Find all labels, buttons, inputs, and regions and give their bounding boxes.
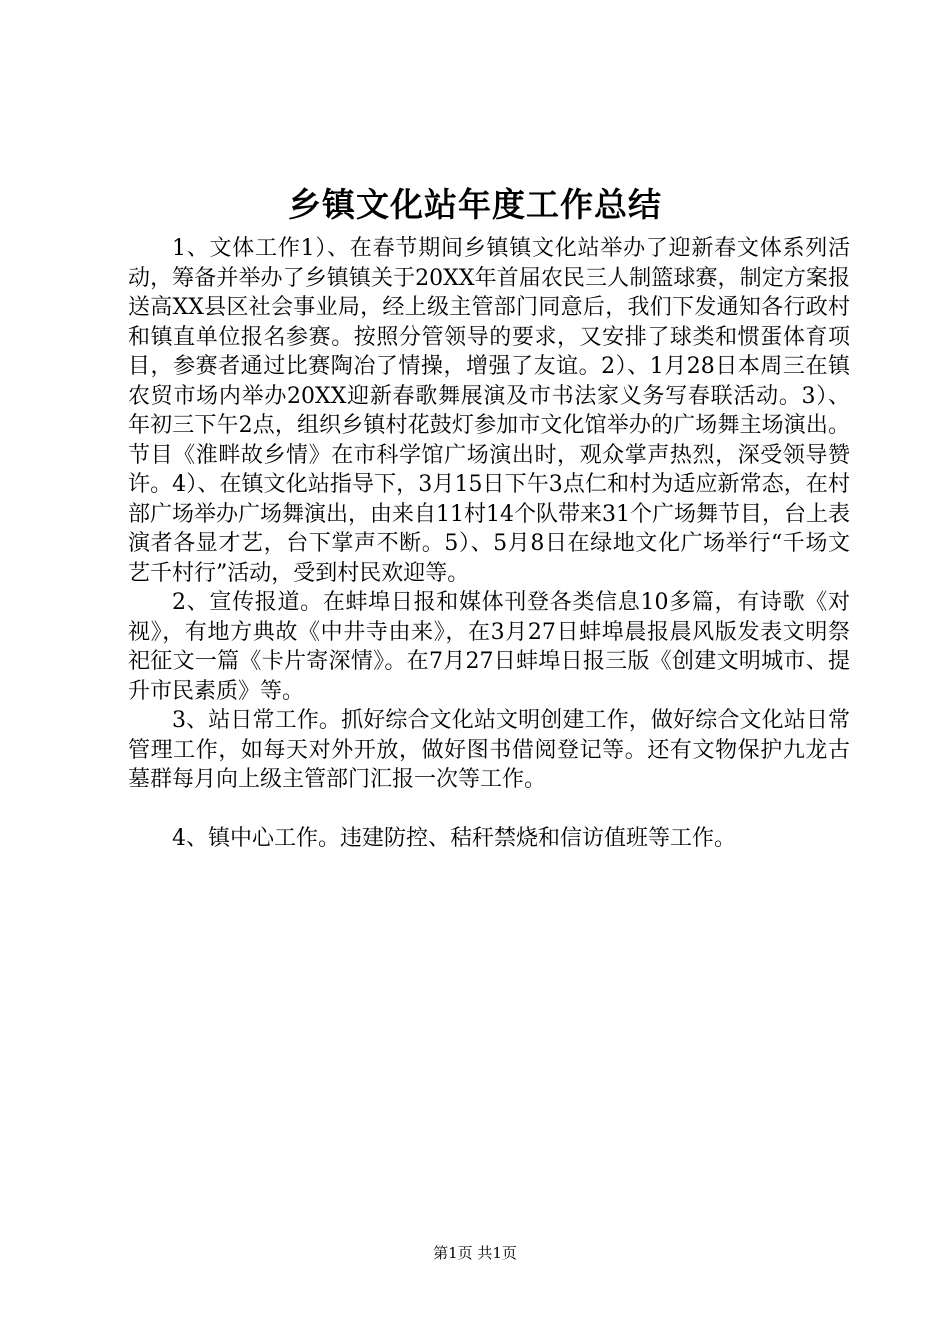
paragraph-cultural-sports: 1、文体工作1）、在春节期间乡镇镇文化站举办了迎新春文体系列活动，筹备并举办了乡镇镇关于20XX年首届农民三人制篮球赛，制定方案报送高XX县区社会事业局，经上级主管部门同意后，我们下发通知各行政村和镇直单位报名参赛。按照分管领导的要求，又安排了球类和惯蛋体育项目，参赛者通过比赛陶冶了情操，增强了友谊。2）、1月28日本周三在镇农贸市场内举办20XX迎新春歌舞展演及市书法家义务写春联活动。3）、年初三下午2点，组织乡镇村花鼓灯参加市文化馆举办的广场舞主场演出。节目《淮畔故乡情》在市科学馆广场演出时，观众掌声热烈，深受领导赞许。4）、在镇文化站指导下，3月15日下午3点仁和村为适应新常态，在村部广场举办广场舞演出，由来自11村14个队带来31个广场舞节目，台上表演者各显才艺，台下掌声不断。5）、5月8日在绿地文化广场举行“千场文艺千村行”活动，受到村民欢迎等。	[128, 236, 850, 586]
paragraph-town-center-work: 4、镇中心工作。违建防控、秸秆禁烧和信访值班等工作。	[172, 826, 736, 851]
document-title: 乡镇文化站年度工作总结	[288, 185, 662, 224]
paragraph-daily-work: 3、站日常工作。抓好综合文化站文明创建工作，做好综合文化站日常管理工作，如每天对外开放，做好图书借阅登记等。还有文物保护九龙古墓群每月向上级主管部门汇报一次等工作。	[128, 708, 850, 792]
document-body	[128, 234, 850, 854]
paragraph-publicity: 2、宣传报道。在蚌埠日报和媒体刊登各类信息10多篇，有诗歌《对视》，有地方典故《中井寺由来》，在3月27日蚌埠晨报晨风版发表文明祭祀征文一篇《卡片寄深情》。在7月27日蚌埠日报三版《创建文明城市、提升市民素质》等。	[128, 590, 850, 704]
page-number-footer: 第1页 共1页	[433, 1244, 517, 1262]
